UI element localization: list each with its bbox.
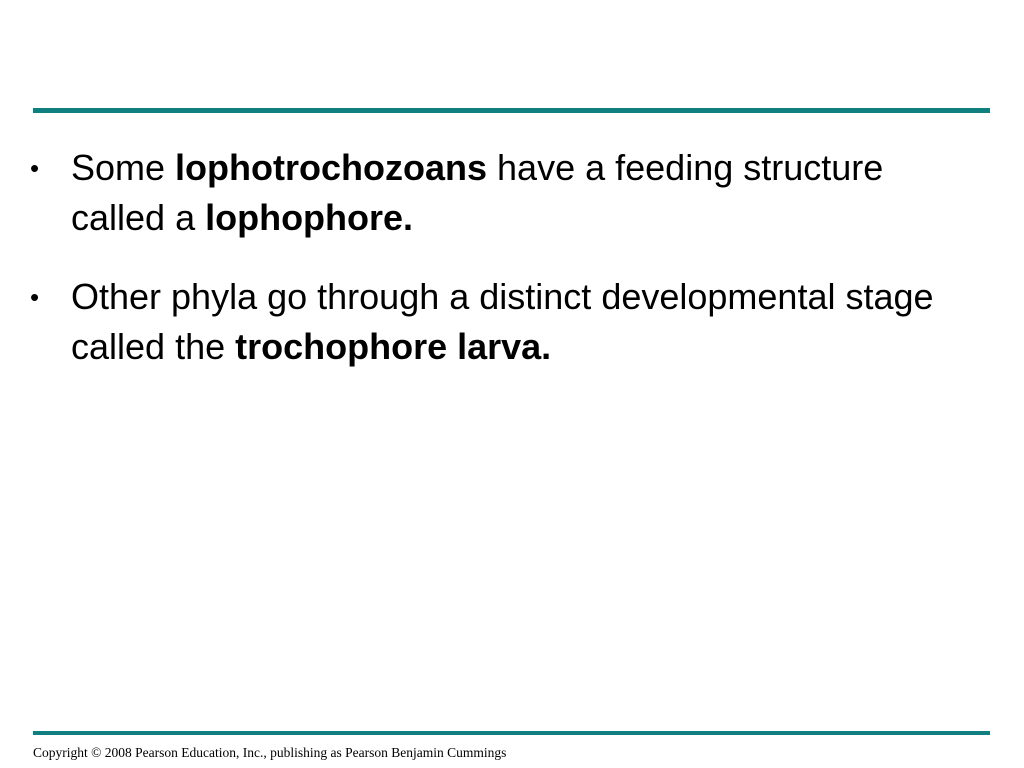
bullet-term-trochophore-larva: trochophore larva. <box>235 326 552 367</box>
bullet-text-segment: have a feeding structure called a <box>71 147 884 238</box>
copyright-notice: Copyright © 2008 Pearson Education, Inc., publishing as Pearson Benjamin Cummings <box>33 745 507 760</box>
top-divider <box>33 108 990 113</box>
bullet-marker: • <box>30 282 40 312</box>
bullet-item-lophophore <box>30 143 951 243</box>
bullet-text-segment: Other phyla go through a distinct developmental stage called the <box>71 276 934 367</box>
bullet-marker: • <box>30 153 40 183</box>
bullet-term-lophotrochozoans: lophotrochozoans <box>175 147 488 188</box>
bullet-term-lophophore: lophophore. <box>205 197 414 238</box>
bullet-item-trochophore <box>30 272 951 372</box>
bullet-list <box>30 143 990 401</box>
bullet-text-segment: Some <box>71 147 176 188</box>
bottom-divider <box>33 731 990 735</box>
